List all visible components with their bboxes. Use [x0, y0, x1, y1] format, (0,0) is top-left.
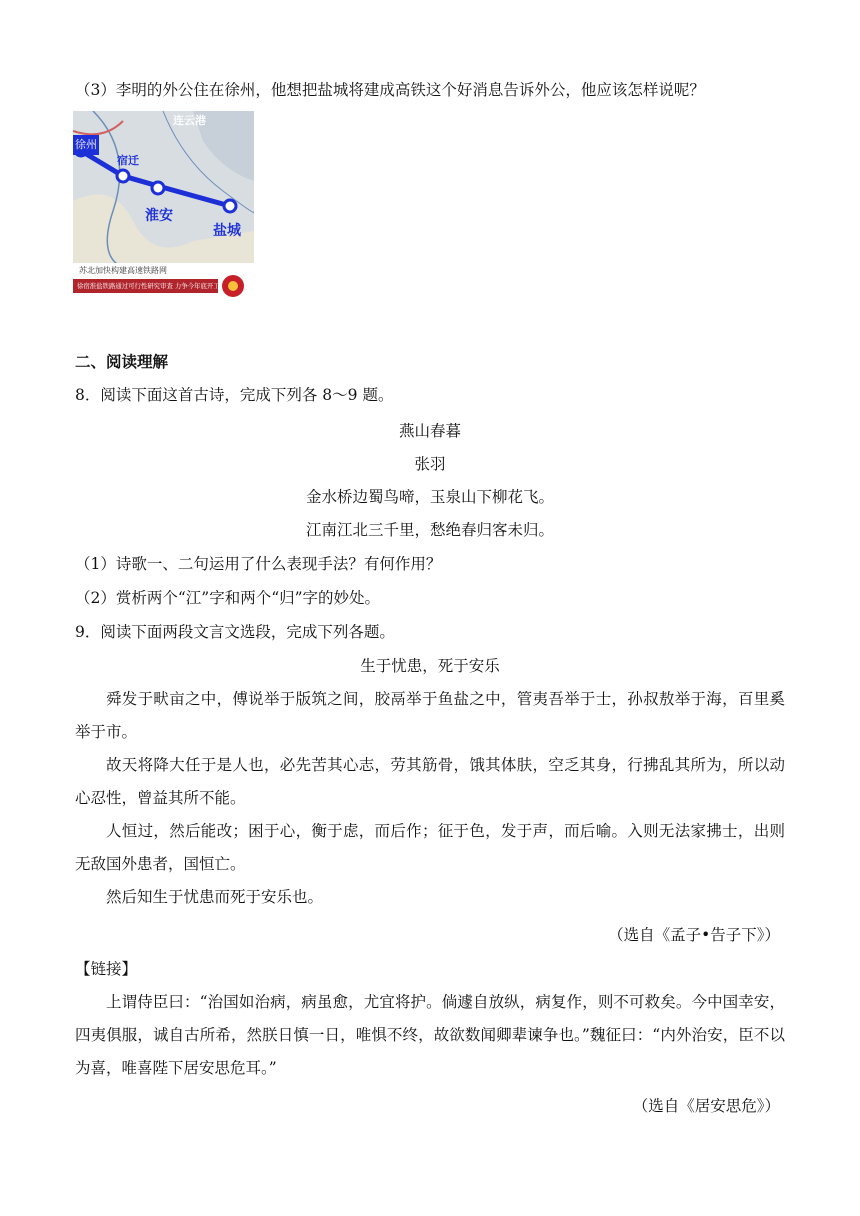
passage-paragraph-2: 故天将降大任于是人也，必先苦其心志，劳其筋骨，饿其体肤，空乏其身，行拂乱其所为，所以动心忍性，曾益其所不能。 [75, 756, 785, 807]
poem-line-1: 金水桥边蜀鸟啼，玉泉山下柳花飞。 [305, 488, 554, 506]
passage-source-1: （选自《孟子•告子下》） [608, 926, 780, 944]
question-8-prompt: 8．阅读下面这首古诗，完成下列各 8～9 题。 [75, 386, 394, 404]
map-banner-2: 徐宿淮盐铁路通过可行性研究审查 力争今年底开工 [77, 282, 220, 290]
question-9-prompt: 9．阅读下面两段文言文选段，完成下列各题。 [75, 623, 395, 641]
map-city-huaian: 淮安 [145, 208, 173, 224]
railway-map-image [73, 111, 254, 307]
map-city-xuzhou: 徐州 [73, 135, 99, 155]
passage-paragraph-4: 然后知生于忧患而死于安乐也。 [106, 888, 324, 906]
question-3-prompt: （3）李明的外公住在徐州，他想把盐城将建成高铁这个好消息告诉外公，他应该怎样说呢？ [75, 81, 705, 99]
map-banner-1: 苏北加快构建高速铁路网 [79, 266, 167, 275]
poem-title: 燕山春暮 [398, 422, 461, 440]
question-8-sub-1: （1）诗歌一、二句运用了什么表现手法？有何作用？ [75, 555, 442, 573]
link-heading: 【链接】 [75, 960, 138, 978]
map-top-label: 连云港 [173, 114, 206, 127]
passage-source-2: （选自《居安思危》） [632, 1097, 780, 1115]
map-city-yancheng: 盐城 [213, 223, 241, 239]
map-city-suqian: 宿迁 [117, 154, 139, 167]
question-8-sub-2: （2）赏析两个“江”字和两个“归”字的妙处。 [75, 589, 381, 607]
passage-paragraph-1: 舜发于畎亩之中，傅说举于版筑之间，胶鬲举于鱼盐之中，管夷吾举于士，孙叔敖举于海，百里奚举于市。 [75, 690, 785, 741]
section-heading: 二、阅读理解 [75, 353, 169, 371]
passage-title: 生于忧患，死于安乐 [360, 657, 500, 675]
passage-paragraph-3: 人恒过，然后能改；困于心，衡于虑，而后作；征于色，发于声，而后喻。入则无法家拂士，出则无敌国外患者，国恒亡。 [75, 822, 785, 873]
poem-line-2: 江南江北三千里，愁绝春归客未归。 [305, 521, 554, 539]
link-paragraph: 上谓侍臣曰：“治国如治病，病虽愈，尤宜将护。倘遽自放纵，病复作，则不可救矣。今中国幸安，四夷俱服，诚自古所希，然朕日慎一日，唯惧不终，故欲数闻卿辈谏争也。”魏征曰：“内外治安，臣不以为喜，唯喜陛下居安思危耳。” [75, 993, 785, 1077]
poem-author: 张羽 [414, 455, 446, 473]
